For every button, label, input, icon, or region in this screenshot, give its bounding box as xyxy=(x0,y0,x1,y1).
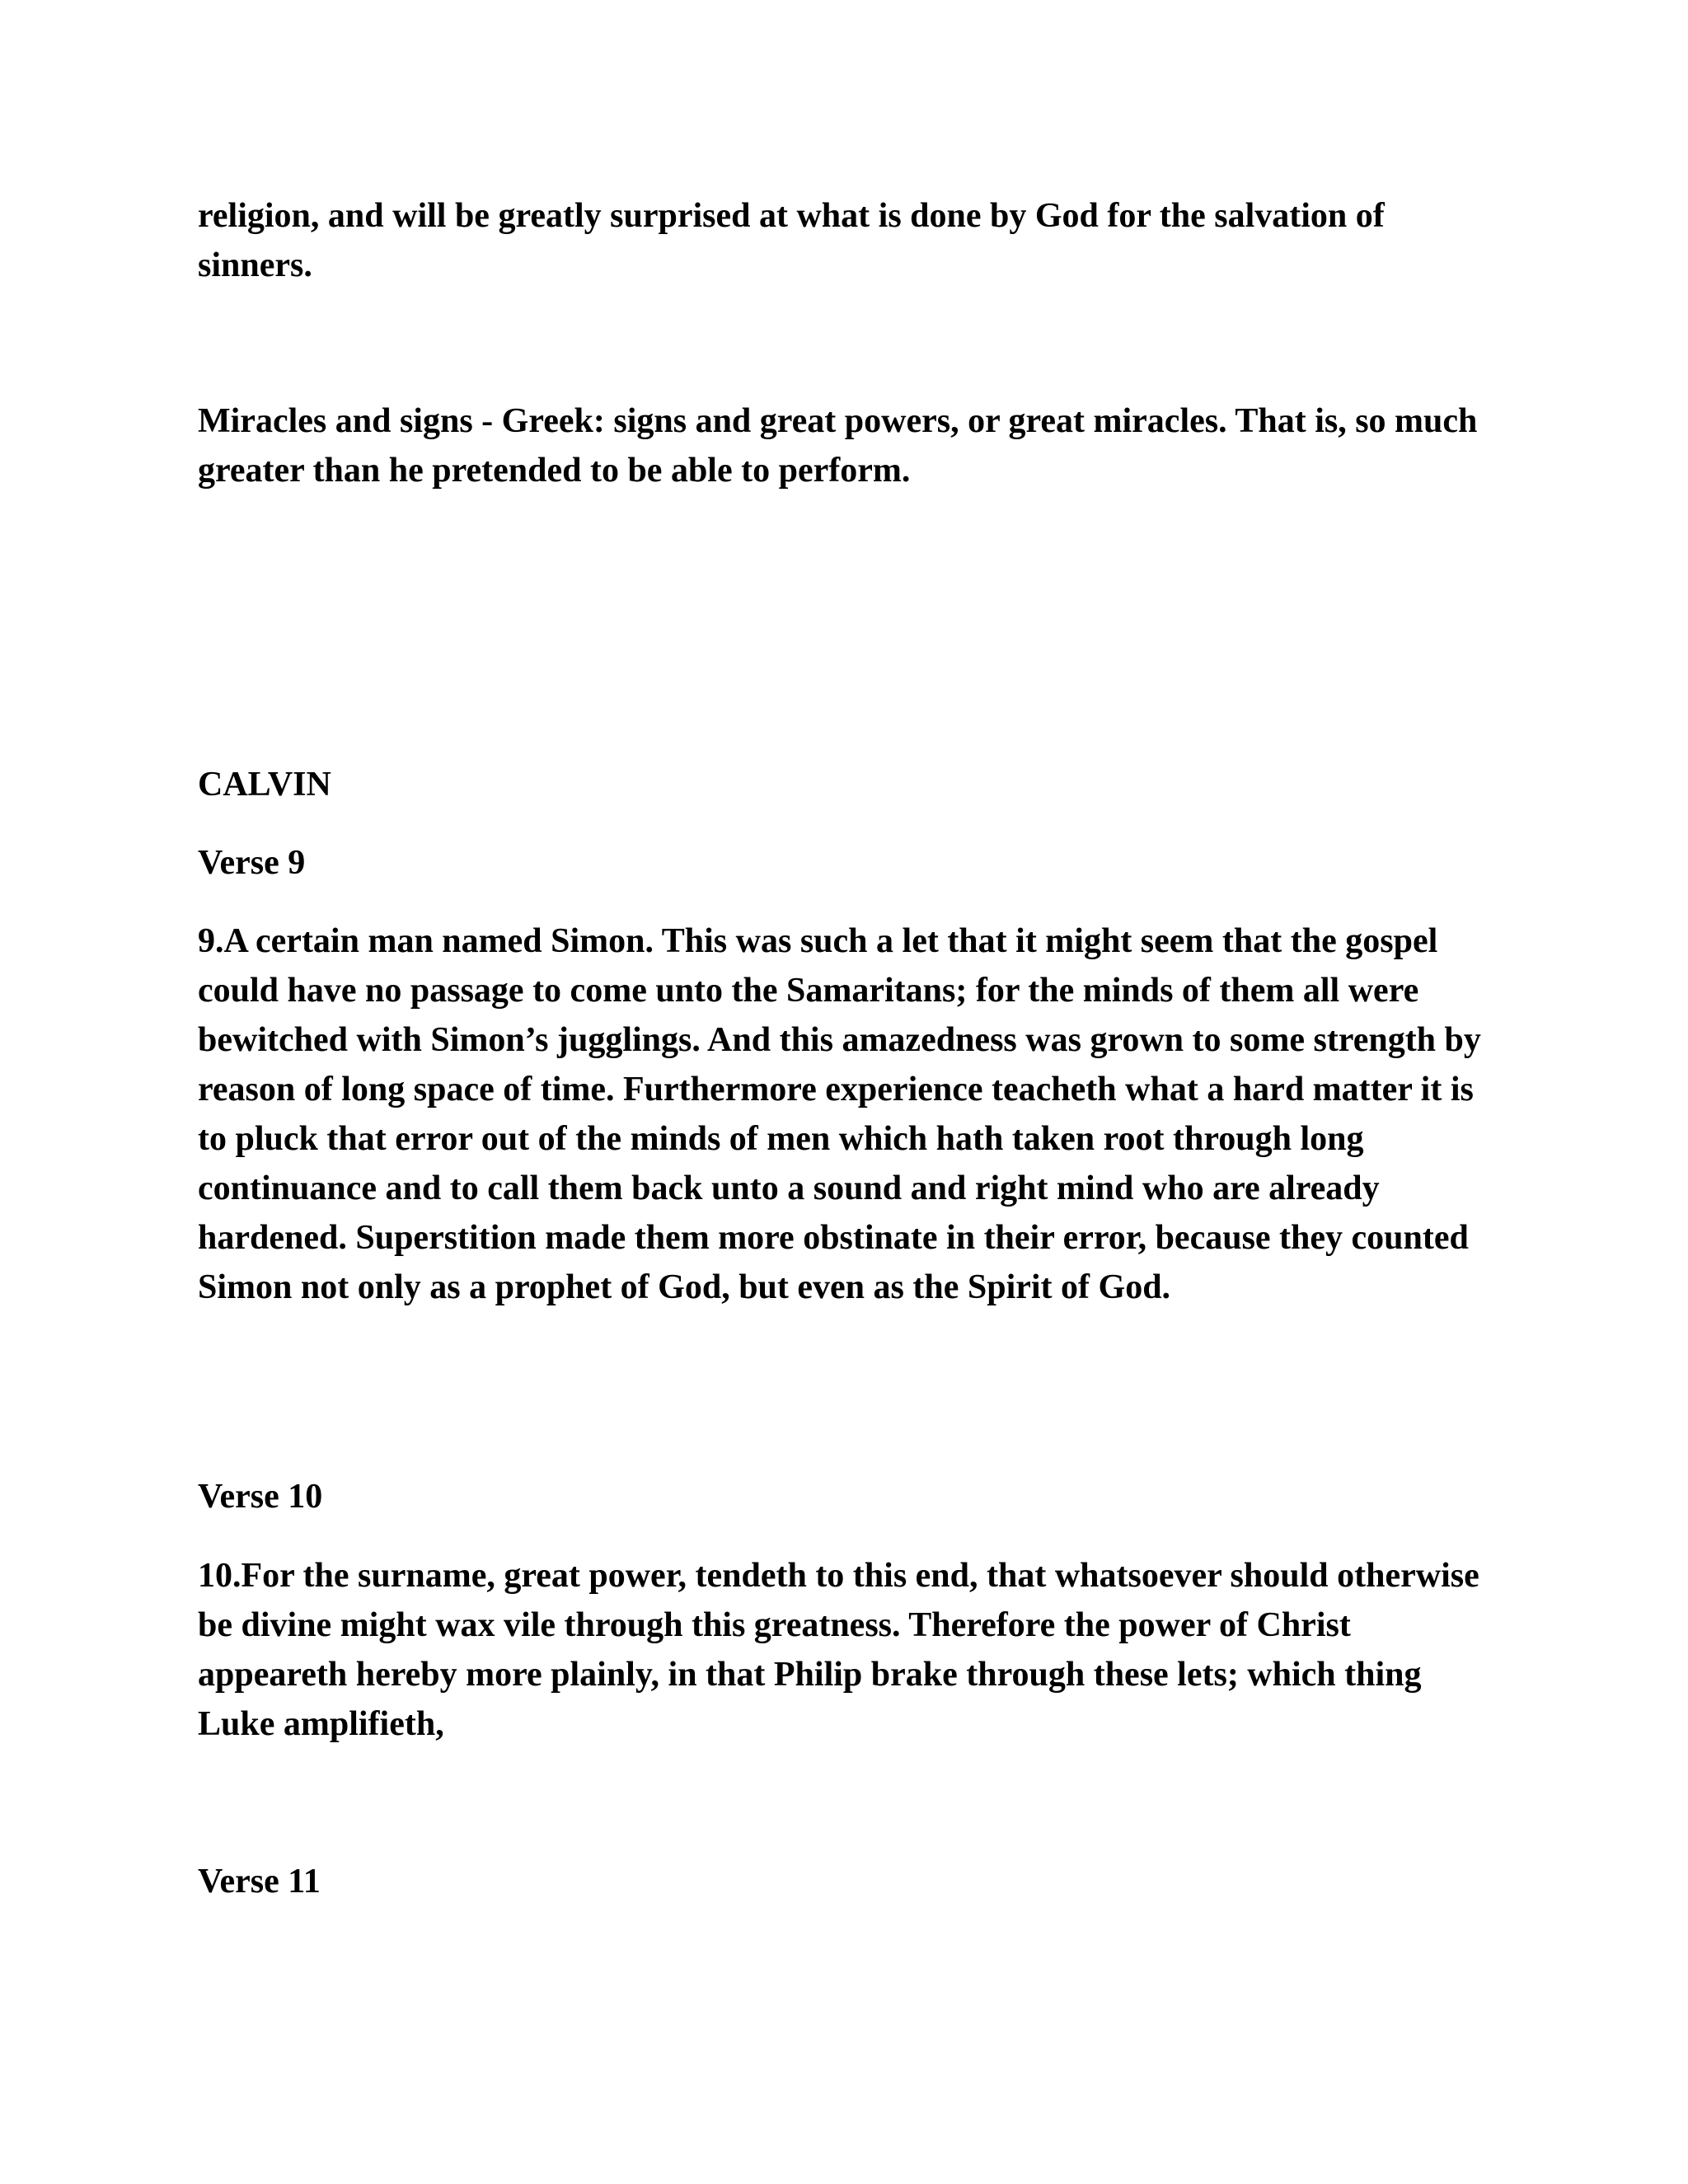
section-heading-calvin: CALVIN xyxy=(198,766,331,804)
verse-9-text: 9.A certain man named Simon. This was such a let that it might seem that the gospel could have no passage to come unto the Samaritans; for the minds of them all were bewitched with Simon’s jugglings. And this amazedness was grown to some strength by reason of long space of time. Furthermore experience teacheth what a hard matter it is to pluck that error out of the minds of men which hath taken root through long continuance and to call them back unto a sound and right mind who are already hardened. Superstition made them more obstinate in their error, because they counted Simon not only as a prophet of God, but even as the Spirit of God. xyxy=(198,922,1481,1306)
verse-10-heading: Verse 10 xyxy=(198,1478,323,1516)
verse-10-text: 10.For the surname, great power, tendeth to this end, that whatsoever should otherwise be divine might wax vile through this greatness. Therefore the power of Christ appeareth hereby more plainly, in that Philip brake through these lets; which thing Luke amplifieth, xyxy=(198,1557,1479,1743)
paragraph-miracles-and-signs: Miracles and signs - Greek: signs and great powers, or great miracles. That is, so much greater than he pretended to be able to perform. xyxy=(198,402,1478,490)
verse-9-heading: Verse 9 xyxy=(198,844,306,882)
paragraph-religion: religion, and will be greatly surprised at what is done by God for the salvation of sinners. xyxy=(198,197,1385,284)
verse-11-heading: Verse 11 xyxy=(198,1863,321,1900)
